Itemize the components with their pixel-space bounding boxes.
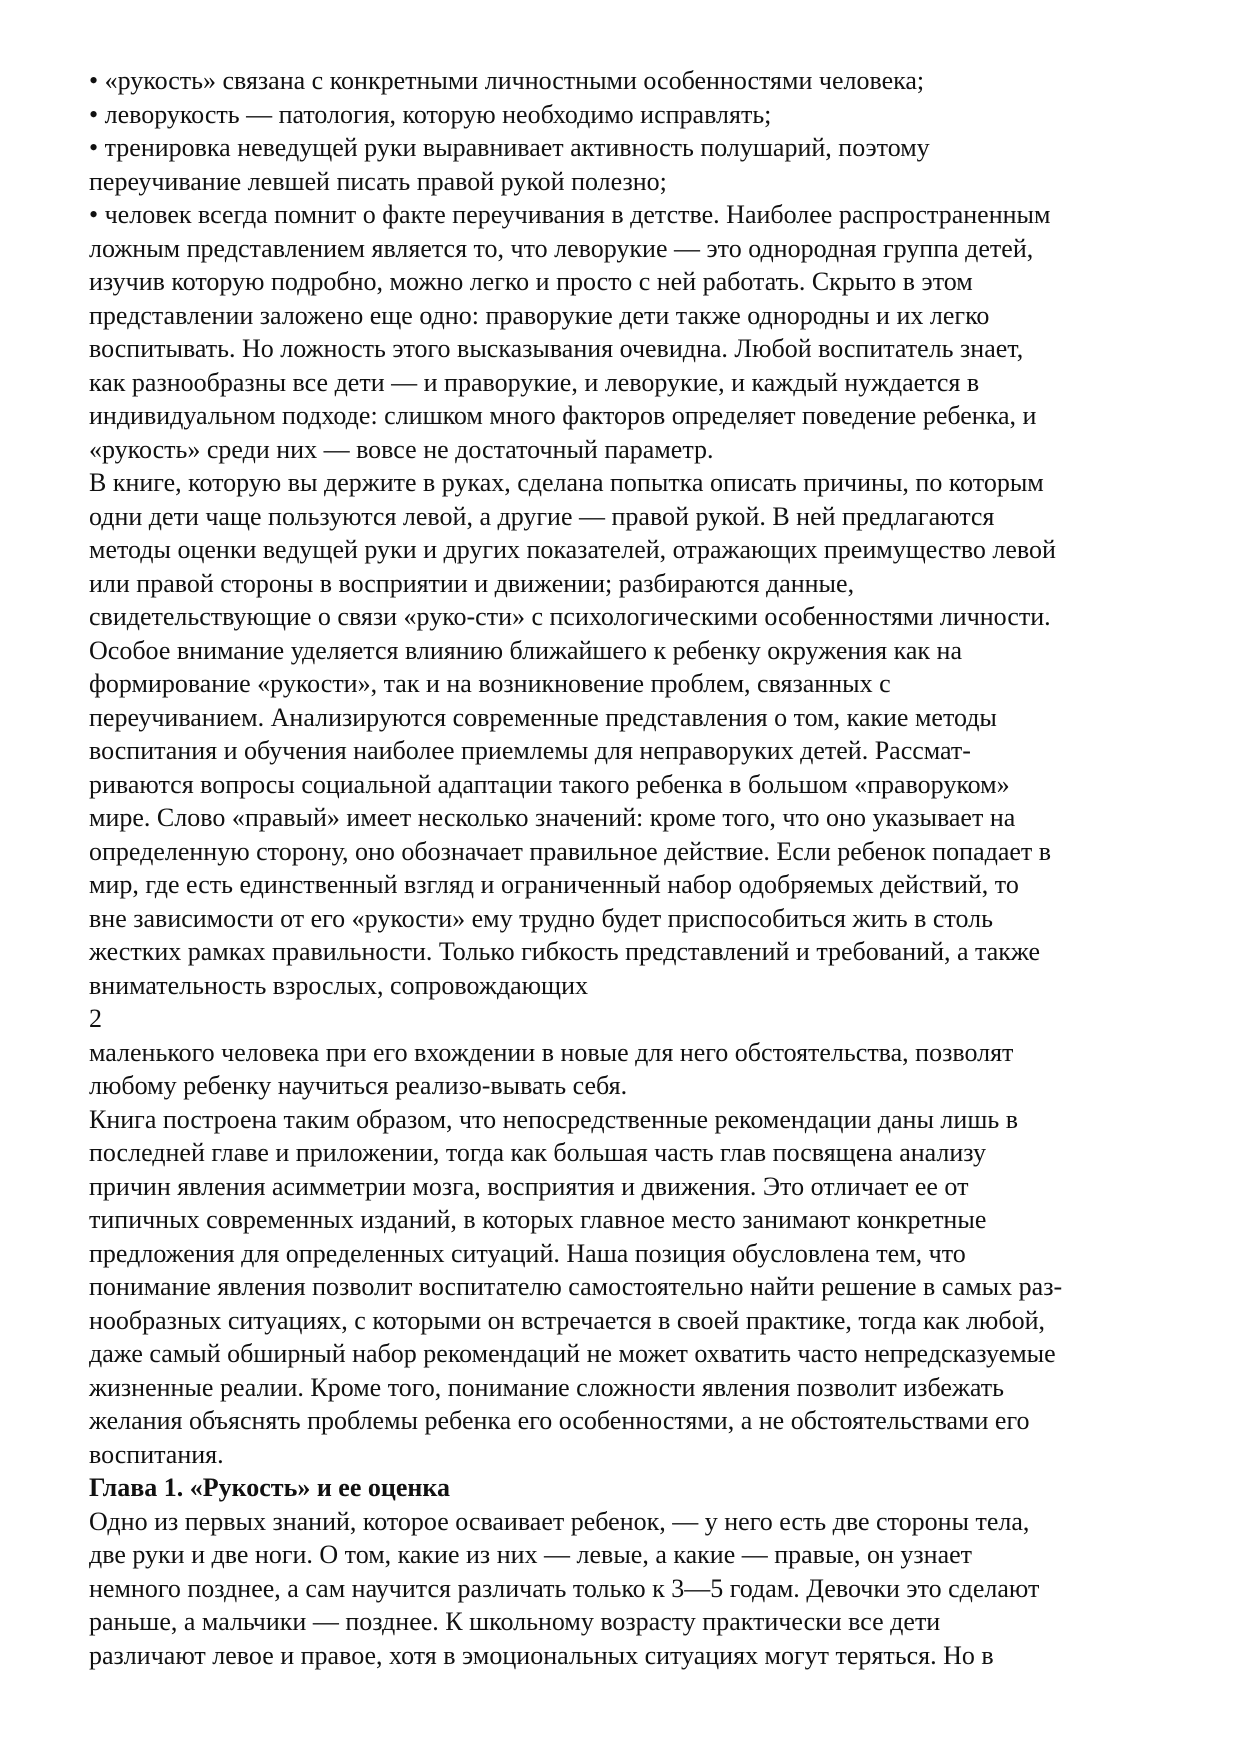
text-line: воспитания и обучения наиболее приемлемы для неправоруких детей. Рассмат- <box>89 736 971 765</box>
text-line: раньше, а мальчики — позднее. К школьному возрасту практически все дети <box>89 1607 941 1636</box>
text-line: мир, где есть единственный взгляд и ограниченный набор одобряемых действий, то <box>89 870 1019 899</box>
text-line: вне зависимости от его «рукости» ему трудно будет приспособиться жить в столь <box>89 903 993 933</box>
text-line: любому ребенку научиться реализо-вывать себя. <box>89 1071 628 1100</box>
text-line: Книга построена таким образом, что непосредственные рекомендации даны лишь в <box>89 1104 1018 1134</box>
text-line: свидетельствующие о связи «руко-сти» с психологическими особенностями личности. <box>89 602 1051 631</box>
text-line: определенную сторону, оно обозначает правильное действие. Если ребенок попадает в <box>89 836 1052 866</box>
text-line: риваются вопросы социальной адаптации такого ребенка в большом «праворуком» <box>89 769 1010 799</box>
text-line: переучиванием. Анализируются современные представления о том, какие методы <box>89 702 997 732</box>
text-line: • тренировка неведущей руки выравнивает активность полушарий, поэтому <box>89 133 930 162</box>
text-line: В книге, которую вы держите в руках, сделана попытка описать причины, по которым <box>89 468 1044 497</box>
document-page <box>89 64 1209 1672</box>
text-line: последней главе и приложении, тогда как большая часть глав посвящена анализу <box>89 1138 987 1167</box>
text-line: изучив которую подробно, можно легко и просто с ней работать. Скрыто в этом <box>89 267 973 296</box>
text-line: или правой стороны в восприятии и движении; разбираются данные, <box>89 568 855 598</box>
text-line: • «рукость» связана с конкретными личностными особенностями человека; <box>89 66 925 95</box>
text-line: предложения для определенных ситуаций. Наша позиция обусловлена тем, что <box>89 1238 966 1268</box>
text-line: как разнообразны все дети — и праворукие, и леворукие, и каждый нуждается в <box>89 367 980 397</box>
text-line: Особое внимание уделяется влиянию ближайшего к ребенку окружения как на <box>89 635 963 665</box>
text-line: • человек всегда помнит о факте переучивания в детстве. Наиболее распространенным <box>89 200 1051 229</box>
text-line: различают левое и правое, хотя в эмоциональных ситуациях могут теряться. Но в <box>89 1640 994 1670</box>
text-line: воспитания. <box>89 1439 224 1469</box>
text-line: маленького человека при его вхождении в новые для него обстоятельства, позволят <box>89 1037 1014 1067</box>
text-line: жестких рамках правильности. Только гибкость представлений и требований, а также <box>89 937 1041 966</box>
text-line: причин явления асимметрии мозга, восприятия и движения. Это отличает ее от <box>89 1171 969 1201</box>
page-number: 2 <box>89 1004 102 1033</box>
text-line: переучивание левшей писать правой рукой полезно; <box>89 166 667 196</box>
text-line: понимание явления позволит воспитателю самостоятельно найти решение в самых раз- <box>89 1272 1063 1301</box>
text-line: Одно из первых знаний, которое осваивает ребенок, — у него есть две стороны тела, <box>89 1506 1030 1536</box>
text-line: немного позднее, а сам научится различать только к 3—5 годам. Девочки это сделают <box>89 1573 1040 1603</box>
text-line: типичных современных изданий, в которых главное место занимают конкретные <box>89 1205 987 1234</box>
chapter-heading: Глава 1. «Рукость» и ее оценка <box>89 1473 450 1502</box>
text-line: методы оценки ведущей руки и других показателей, отражающих преимущество левой <box>89 535 1056 564</box>
text-line: представлении заложено еще одно: праворукие дети также однородны и их легко <box>89 300 990 330</box>
text-line: жизненные реалии. Кроме того, понимание сложности явления позволит избежать <box>89 1372 1004 1402</box>
text-line: желания объяснять проблемы ребенка его особенностями, а не обстоятельствами его <box>89 1406 1030 1435</box>
text-line: нообразных ситуациях, с которыми он встречается в своей практике, тогда как любой, <box>89 1305 1045 1335</box>
text-line: мире. Слово «правый» имеет несколько значений: кроме того, что оно указывает на <box>89 803 1016 832</box>
text-line: формирование «рукости», так и на возникновение проблем, связанных с <box>89 669 891 698</box>
text-line: воспитывать. Но ложность этого высказывания очевидна. Любой воспитатель знает, <box>89 334 1024 363</box>
text-line: «рукость» среди них — вовсе не достаточный параметр. <box>89 434 714 464</box>
text-line: одни дети чаще пользуются левой, а другие — правой рукой. В ней предлагаются <box>89 501 995 531</box>
text-line: две руки и две ноги. О том, какие из них — левые, а какие — правые, он узнает <box>89 1540 973 1569</box>
text-line: внимательность взрослых, сопровождающих <box>89 970 588 1000</box>
text-line: • леворукость — патология, которую необходимо исправлять; <box>89 99 772 129</box>
text-line: ложным представлением является то, что леворукие — это однородная группа детей, <box>89 233 1034 263</box>
text-line: даже самый обширный набор рекомендаций не может охватить часто непредсказуемые <box>89 1339 1056 1368</box>
text-line: индивидуальном подходе: слишком много факторов определяет поведение ребенка, и <box>89 401 1037 430</box>
